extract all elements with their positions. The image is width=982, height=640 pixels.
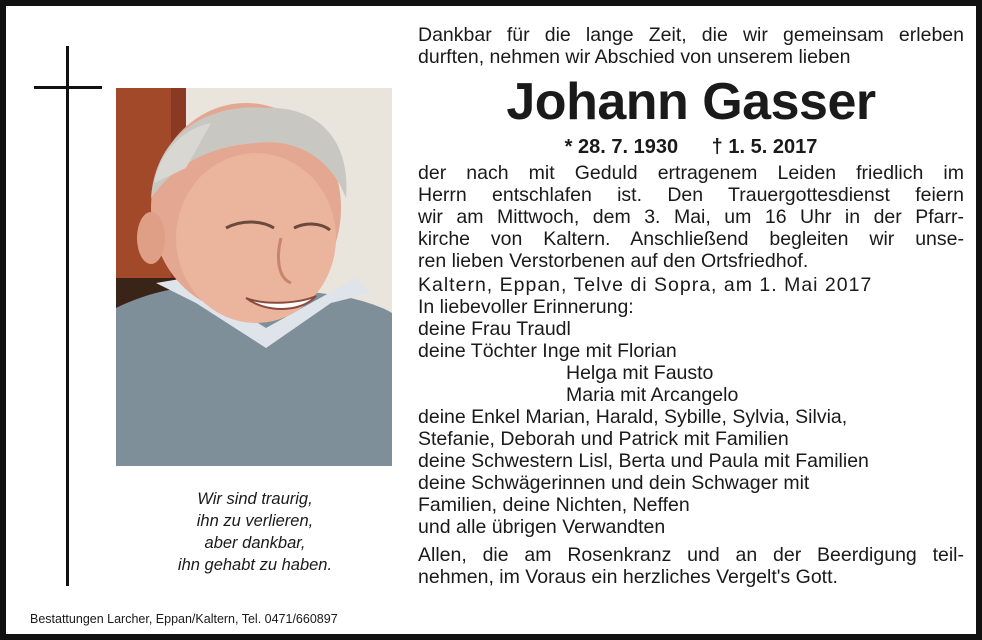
mourners-heading: In liebevoller Erinnerung:	[418, 296, 634, 318]
thanks-line: Allen, die am Rosenkranz und an der Beerdigung teil-	[418, 544, 964, 566]
poem-line: aber dankbar,	[204, 534, 306, 552]
mourner-line: deine Enkel Marian, Harald, Sybille, Sylvia, Silvia,	[418, 406, 848, 428]
mourner-line: Familien, deine Nichten, Neffen	[418, 494, 690, 516]
mourner-line: und alle übrigen Verwandten	[418, 516, 666, 538]
cross-icon	[66, 46, 69, 586]
intro-line: durften, nehmen wir Abschied von unserem lieben	[418, 46, 851, 68]
body-line: ren lieben Verstorbenen auf den Ortsfriedhof.	[418, 250, 809, 272]
thanks-line: nehmen, im Voraus ein herzliches Vergelt's Gott.	[418, 566, 838, 588]
portrait-photo	[116, 88, 392, 466]
place-date: Kaltern, Eppan, Telve di Sopra, am 1. Mai 2017	[418, 274, 873, 296]
body-line: Herrn entschlafen ist. Den Trauergottesdienst feiern	[418, 184, 964, 206]
death-date: † 1. 5. 2017	[711, 136, 818, 158]
body-line: der nach mit Geduld ertragenem Leiden friedlich im	[418, 162, 964, 184]
poem-line: ihn zu verlieren,	[196, 512, 314, 530]
mourner-line: Maria mit Arcangelo	[566, 384, 739, 406]
mourner-line: deine Schwestern Lisl, Berta und Paula mit Familien	[418, 450, 869, 472]
cross-icon-bar	[34, 86, 102, 89]
deceased-name: Johann Gasser	[506, 73, 876, 131]
mourner-line: Helga mit Fausto	[566, 362, 714, 384]
poem-line: ihn gehabt zu haben.	[177, 556, 333, 574]
poem-line: Wir sind traurig,	[197, 490, 313, 508]
mourner-line: deine Schwägerinnen und dein Schwager mit	[418, 472, 810, 494]
mourner-line: Stefanie, Deborah und Patrick mit Familien	[418, 428, 789, 450]
funeral-home: Bestattungen Larcher, Eppan/Kaltern, Tel. 0471/660897	[30, 612, 338, 626]
birth-date: * 28. 7. 1930	[564, 136, 679, 158]
notice-text	[418, 24, 964, 588]
body-line: wir am Mittwoch, dem 3. Mai, um 16 Uhr in der Pfarr-	[418, 206, 964, 228]
mourner-line: deine Frau Traudl	[418, 318, 571, 340]
intro-line: Dankbar für die lange Zeit, die wir gemeinsam erleben	[418, 24, 964, 46]
life-dates	[418, 136, 964, 158]
body-line: kirche von Kaltern. Anschließend begleiten wir unse-	[418, 228, 964, 250]
mourner-line: deine Töchter Inge mit Florian	[418, 340, 677, 362]
poem	[126, 488, 384, 576]
